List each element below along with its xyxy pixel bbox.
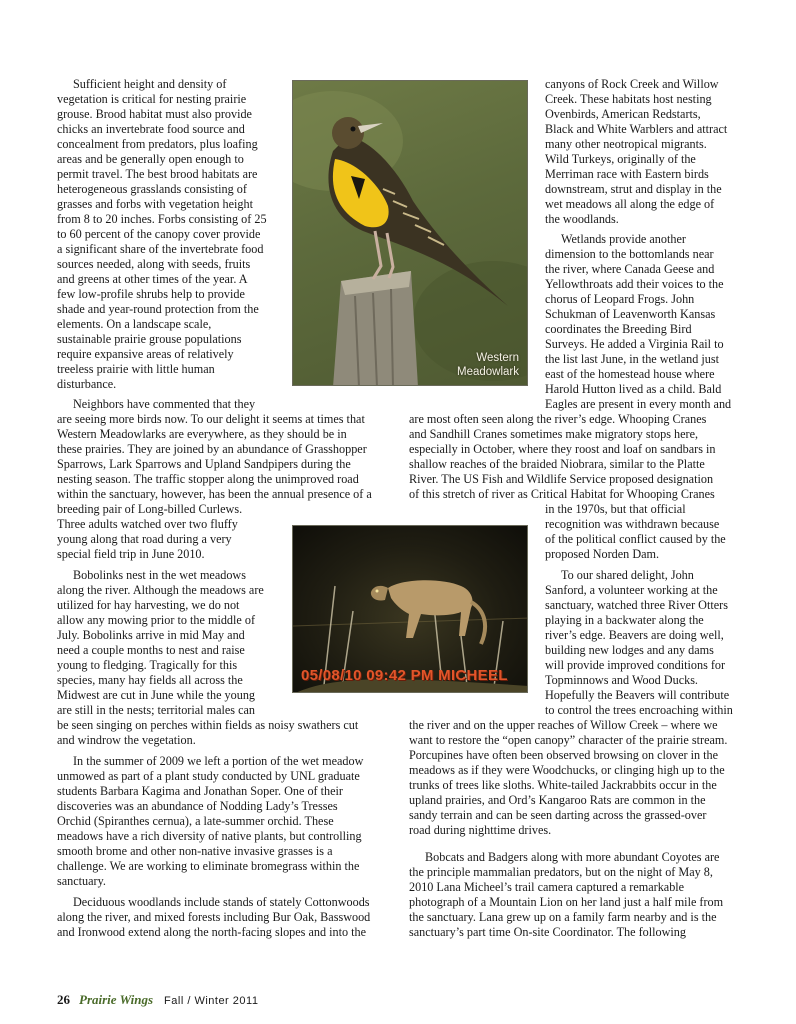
text-line: July. Bobolinks arrive in mid May and bbox=[57, 628, 245, 642]
publication-name: Prairie Wings bbox=[79, 992, 154, 1007]
text-line: smooth brome and other non-native invasive grasses is a bbox=[57, 844, 333, 858]
text-line: Sufficient height and density of bbox=[73, 77, 227, 91]
text-line: many other neotropical migrants. bbox=[545, 137, 707, 151]
text-line: Schukman of Leavenworth Kansas bbox=[545, 307, 716, 321]
text-line: of this stretch of river as Critical Habitat for Whooping Cranes bbox=[409, 487, 715, 501]
text-line: Black and White Warblers and attract bbox=[545, 122, 728, 136]
text-line: In the summer of 2009 we left a portion of the wet meadow bbox=[73, 754, 364, 768]
text-line: Porcupines have often been observed browsing on clover in the bbox=[409, 748, 719, 762]
text-line: Midwest are cut in June while the young bbox=[57, 688, 256, 702]
text-line: wet meadows all along the edge of bbox=[545, 197, 715, 211]
text-line: areas and be generally open enough to bbox=[57, 152, 244, 166]
text-line: unmowed as part of a plant study conducted by UNL graduate bbox=[57, 769, 360, 783]
text-line: require expansive areas of relatively bbox=[57, 347, 234, 361]
text-line: the woodlands. bbox=[545, 212, 619, 226]
text-line: building new lodges and any dams bbox=[545, 643, 714, 657]
text-line: challenge. We are working to eliminate bromegrass within the bbox=[57, 859, 360, 873]
text-line: Yellowthroats add their voices to the bbox=[545, 277, 724, 291]
text-line: grouse. Brood habitat must also provide bbox=[57, 107, 252, 121]
meadowlark-illustration bbox=[293, 81, 528, 386]
text-line: discoveries was an abundance of Nodding Lady’s Tresses bbox=[57, 799, 338, 813]
text-line: in the 1970s, but that official bbox=[545, 502, 686, 516]
text-line: and Sandhill Cranes sometimes make migratory stops here, bbox=[409, 427, 699, 441]
text-line: few low-profile shrubs help to provide bbox=[57, 287, 245, 301]
text-line: meadows have a rich diversity of native plants, but controlling bbox=[57, 829, 362, 843]
text-line: are most often seen along the river’s edge. Whooping Cranes bbox=[409, 412, 707, 426]
text-line: concealment from predators, plus loafing bbox=[57, 137, 258, 151]
text-line: utilized for hay harvesting, we do not bbox=[57, 598, 240, 612]
trail-camera-timestamp: 05/08/10 09:42 PM MICHEEL bbox=[301, 667, 508, 684]
page-footer bbox=[57, 992, 258, 1008]
text-line: special field trip in June 2010. bbox=[57, 547, 205, 561]
text-line: young to fledging. Tragically for this bbox=[57, 658, 238, 672]
text-line: downstream, strut and display in the bbox=[545, 182, 722, 196]
text-line: and windrow the vegetation. bbox=[57, 733, 196, 747]
text-line: and Ironwood extend along the north-facing slopes and into the bbox=[57, 925, 367, 939]
meadowlark-photo bbox=[292, 80, 528, 386]
text-line: Harold Hutton lived as a child. Bald bbox=[545, 382, 722, 396]
text-line: these prairies. They are joined by an abundance of Grasshopper bbox=[57, 442, 367, 456]
text-line: Neighbors have commented that they bbox=[73, 397, 256, 411]
text-line: species, many hay fields all across the bbox=[57, 673, 243, 687]
text-line: the sanctuary. Lana grew up on a family farm nearby and is the bbox=[409, 910, 717, 924]
text-line: students Barbara Kagima and Jonathan Soper. One of their bbox=[57, 784, 343, 798]
text-line: Creek. These habitats host nesting bbox=[545, 92, 712, 106]
text-line: of the political conflict caused by the bbox=[545, 532, 726, 546]
text-line: elements. On a landscape scale, bbox=[57, 317, 212, 331]
text-line: the list last June, in the wetland just bbox=[545, 352, 719, 366]
text-line: the river and on the upper reaches of Willow Creek – where we bbox=[409, 718, 718, 732]
text-line: Eagles are present in every month and bbox=[545, 397, 732, 411]
text-line: along the river. Although the meadows are bbox=[57, 583, 264, 597]
text-line: Topminnows and Wood Ducks. bbox=[545, 673, 698, 687]
text-line: recognition was withdrawn because bbox=[545, 517, 720, 531]
text-line: canyons of Rock Creek and Willow bbox=[545, 77, 719, 91]
text-line: will provide improved conditions for bbox=[545, 658, 726, 672]
text-line: sanctuary’s part time On-site Coordinator. The following bbox=[409, 925, 686, 939]
text-line: vegetation is critical for nesting prairie bbox=[57, 92, 247, 106]
text-line: Merriman race with Eastern birds bbox=[545, 167, 709, 181]
text-line: photograph of a Mountain Lion on her land just a half mile from bbox=[409, 895, 724, 909]
text-line: especially in October, where they roost and loaf on sandbars in bbox=[409, 442, 716, 456]
text-line: be seen singing on perches within fields as noisy swathers cut bbox=[57, 718, 359, 732]
text-line: need a couple months to nest and raise bbox=[57, 643, 245, 657]
text-line: sources needed, along with seeds, fruits bbox=[57, 257, 251, 271]
text-line: sanctuary, watched three River Otters bbox=[545, 598, 728, 612]
text-line: road during nighttime drives. bbox=[409, 823, 552, 837]
text-line: upland prairies, and Ord’s Kangaroo Rats are common in the bbox=[409, 793, 706, 807]
text-line: playing in a backwater along the bbox=[545, 613, 704, 627]
text-line: and greens at other times of the year. A bbox=[57, 272, 248, 286]
text-line: heterogeneous grasslands consisting of bbox=[57, 182, 247, 196]
text-line: east of the homestead house where bbox=[545, 367, 715, 381]
text-line: To our shared delight, John bbox=[561, 568, 694, 582]
text-line: breeding pair of Long-billed Curlews. bbox=[57, 502, 243, 516]
text-line: chicks an invertebrate food source and bbox=[57, 122, 245, 136]
text-line: grasses and forbs with vegetation height bbox=[57, 197, 253, 211]
text-line: treeless prairie with little human bbox=[57, 362, 215, 376]
text-line: to control the trees encroaching within bbox=[545, 703, 733, 717]
text-line: chorus of Leopard Frogs. John bbox=[545, 292, 695, 306]
text-line: Surveys. He added a Virginia Rail to bbox=[545, 337, 724, 351]
text-line: Orchid (Spiranthes cernua), a late-summer orchid. These bbox=[57, 814, 334, 828]
text-line: sanctuary. bbox=[57, 874, 106, 888]
text-line: 2010 Lana Micheel’s trail camera captured a remarkable bbox=[409, 880, 685, 894]
text-line: disturbance. bbox=[57, 377, 117, 391]
text-line: Three adults watched over two fluffy bbox=[57, 517, 238, 531]
text-line: a significant share of the invertebrate food bbox=[57, 242, 264, 256]
text-line: coordinates the Breeding Bird bbox=[545, 322, 692, 336]
text-line: shallow reaches of the braided Niobrara, similar to the Platte bbox=[409, 457, 705, 471]
text-line: permit travel. The best brood habitats are bbox=[57, 167, 258, 181]
text-line: are seeing more birds now. To our delight it seems at times that bbox=[57, 412, 365, 426]
text-line: dimension to the bottomlands near bbox=[545, 247, 714, 261]
text-line: Wild Turkeys, originally of the bbox=[545, 152, 696, 166]
mountain-lion-photo bbox=[292, 525, 528, 693]
text-line: Sanford, a volunteer working at the bbox=[545, 583, 718, 597]
text-line: Sparrows, Lark Sparrows and Upland Sandpipers during the bbox=[57, 457, 351, 471]
meadowlark-caption: Western Meadowlark bbox=[457, 352, 519, 378]
text-line: the principle mammalian predators, but on the night of May 8, bbox=[409, 865, 713, 879]
text-line: are still in the nests; territorial males can bbox=[57, 703, 255, 717]
text-line: sandy terrain and can be seen darting across the grassed-over bbox=[409, 808, 707, 822]
text-line: the river, where Canada Geese and bbox=[545, 262, 715, 276]
text-line: meadows as if they were Woodchucks, or clinging high up to the bbox=[409, 763, 725, 777]
text-line: Deciduous woodlands include stands of stately Cottonwoods bbox=[73, 895, 370, 909]
text-line: Wetlands provide another bbox=[561, 232, 686, 246]
text-line: trunks of trees like sloths. White-tailed Jackrabbits occur in the bbox=[409, 778, 717, 792]
text-line: from 8 to 20 inches. Forbs consisting of 25 bbox=[57, 212, 267, 226]
text-line: want to restore the “open canopy” character of the prairie stream. bbox=[409, 733, 728, 747]
text-line: along the river, and mixed forests including Bur Oak, Basswood bbox=[57, 910, 371, 924]
text-line: river’s edge. Beavers are doing well, bbox=[545, 628, 724, 642]
text-line: nesting season. The traffic stopper along the unimproved road bbox=[57, 472, 359, 486]
text-line: young along that road during a very bbox=[57, 532, 232, 546]
page-number: 26 bbox=[57, 992, 70, 1007]
text-line: Ovenbirds, American Redstarts, bbox=[545, 107, 701, 121]
text-line: Western Meadowlarks are everywhere, as they should be in bbox=[57, 427, 347, 441]
text-line: Bobcats and Badgers along with more abundant Coyotes are bbox=[425, 850, 720, 864]
text-line: to 60 percent of the canopy cover provide bbox=[57, 227, 261, 241]
text-line: sustainable prairie grouse populations bbox=[57, 332, 242, 346]
issue-label: Fall / Winter 2011 bbox=[164, 995, 259, 1007]
text-line: River. The US Fish and Wildlife Service proposed designation bbox=[409, 472, 714, 486]
text-line: Hopefully the Beavers will contribute bbox=[545, 688, 730, 702]
text-line: Bobolinks nest in the wet meadows bbox=[73, 568, 246, 582]
text-line: within the sanctuary, however, has been the annual presence of a bbox=[57, 487, 372, 501]
text-line: allow any mowing prior to the middle of bbox=[57, 613, 256, 627]
text-line: shade and year-round protection from the bbox=[57, 302, 259, 316]
text-line: proposed Norden Dam. bbox=[545, 547, 660, 561]
